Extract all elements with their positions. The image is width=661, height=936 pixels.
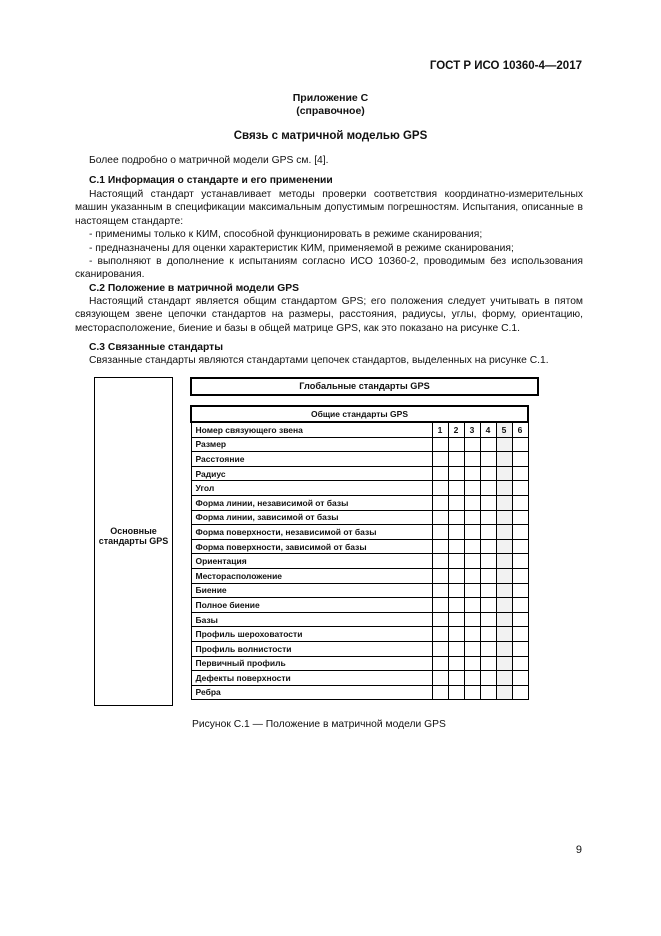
matrix-cell (464, 495, 480, 510)
matrix-row (191, 525, 528, 540)
matrix-cell (480, 671, 496, 686)
matrix-row-label: Угол (191, 481, 432, 496)
matrix-cell (480, 656, 496, 671)
matrix-row (191, 554, 528, 569)
matrix-cell (448, 685, 464, 700)
link-number-highlighted: 5 (496, 422, 512, 437)
matrix-cell (512, 685, 528, 700)
matrix-row (191, 671, 528, 686)
matrix-cell (448, 641, 464, 656)
matrix-row (191, 583, 528, 598)
fundamental-standards-box (94, 377, 173, 706)
matrix-cell (448, 554, 464, 569)
matrix-row (191, 466, 528, 481)
matrix-cell (432, 495, 448, 510)
matrix-row (191, 510, 528, 525)
matrix-cell (464, 510, 480, 525)
matrix-cell (448, 510, 464, 525)
matrix-cell (464, 568, 480, 583)
matrix-cell (464, 685, 480, 700)
figure-caption: Рисунок С.1 — Положение в матричной модели GPS (192, 719, 446, 730)
matrix-row-label: Форма поверхности, зависимой от базы (191, 539, 432, 554)
matrix-cell-highlighted (496, 656, 512, 671)
matrix-cell (480, 641, 496, 656)
intro-paragraph: Более подробно о матричной модели GPS см. [4]. (89, 155, 329, 166)
matrix-cell (448, 598, 464, 613)
c3-paragraph: Связанные стандарты являются стандартами цепочек стандартов, выделенных на рисунке С.1. (89, 355, 549, 366)
matrix-row (191, 452, 528, 467)
matrix-cell (512, 656, 528, 671)
matrix-cell (480, 510, 496, 525)
matrix-row (191, 481, 528, 496)
matrix-cell (512, 568, 528, 583)
matrix-cell-highlighted (496, 568, 512, 583)
matrix-cell (448, 525, 464, 540)
matrix-cell-highlighted (496, 510, 512, 525)
matrix-cell (448, 539, 464, 554)
document-header: ГОСТ Р ИСО 10360-4—2017 (429, 60, 582, 72)
matrix-row-label: Форма линии, независимой от базы (191, 495, 432, 510)
c1-item: - выполняют в дополнение к испытаниям согласно ИСО 10360-2, проводимым без использования сканирования. (75, 256, 583, 281)
matrix-row-label: Полное биение (191, 598, 432, 613)
matrix-row (191, 612, 528, 627)
matrix-cell (512, 641, 528, 656)
matrix-cell (480, 452, 496, 467)
matrix-cell (432, 583, 448, 598)
matrix-cell (480, 481, 496, 496)
matrix-cell-highlighted (496, 685, 512, 700)
matrix-row (191, 685, 528, 700)
matrix-row-label: Первичный профиль (191, 656, 432, 671)
matrix-cell (432, 481, 448, 496)
matrix-cell-highlighted (496, 481, 512, 496)
matrix-cell (512, 466, 528, 481)
page-number: 9 (575, 844, 582, 856)
matrix-cell (480, 554, 496, 569)
matrix-cell (448, 452, 464, 467)
matrix-cell (512, 554, 528, 569)
matrix-cell-highlighted (496, 525, 512, 540)
matrix-cell (464, 437, 480, 452)
c1-text: Настоящий стандарт устанавливает методы проверки соответствия координатно-измерительных машин указанным в спецификации максимальным допустимым погрешностям. Испытания, описанные в настоящем стандарте: (75, 189, 583, 227)
link-number: 6 (512, 422, 528, 437)
matrix-cell (464, 598, 480, 613)
matrix-row (191, 641, 528, 656)
matrix-cell (464, 583, 480, 598)
c2-paragraph: Настоящий стандарт является общим стандартом GPS; его положения следует учитывать в пятом связующем звене цепочки стандартов на размеры, расстояния, радиусы, углы, форму, ориентацию, месторасположение, биение и базы в общей матрице GPS, как это показано на рисунке С.1. (75, 296, 583, 334)
matrix-cell (448, 481, 464, 496)
matrix-cell (464, 627, 480, 642)
matrix-row-label: Базы (191, 612, 432, 627)
matrix-cell (512, 627, 528, 642)
c1-heading: С.1 Информация о стандарте и его применении (89, 175, 333, 186)
matrix-cell (512, 539, 528, 554)
link-number: 4 (480, 422, 496, 437)
matrix-cell (480, 598, 496, 613)
matrix-cell (432, 612, 448, 627)
matrix-row (191, 568, 528, 583)
link-number-row (191, 422, 528, 437)
matrix-row (191, 437, 528, 452)
matrix-cell (480, 495, 496, 510)
matrix-cell (512, 481, 528, 496)
matrix-cell (432, 685, 448, 700)
matrix-cell (480, 437, 496, 452)
matrix-row-label: Ориентация (191, 554, 432, 569)
matrix-cell-highlighted (496, 437, 512, 452)
matrix-row-label: Форма поверхности, независимой от базы (191, 525, 432, 540)
matrix-cell (432, 510, 448, 525)
matrix-row-label: Профиль шероховатости (191, 627, 432, 642)
c3-heading: С.3 Связанные стандарты (89, 342, 224, 353)
matrix-cell (432, 656, 448, 671)
matrix-cell (432, 641, 448, 656)
matrix-row (191, 656, 528, 671)
matrix-cell (448, 568, 464, 583)
matrix-cell (512, 510, 528, 525)
matrix-cell-highlighted (496, 495, 512, 510)
matrix-cell (464, 656, 480, 671)
appendix-type: (справочное) (296, 105, 365, 117)
matrix-cell (512, 612, 528, 627)
matrix-cell-highlighted (496, 452, 512, 467)
matrix-cell (448, 612, 464, 627)
matrix-cell (448, 495, 464, 510)
matrix-cell (432, 525, 448, 540)
matrix-cell (512, 525, 528, 540)
gps-matrix-table (190, 405, 529, 700)
matrix-row-label: Размер (191, 437, 432, 452)
matrix-cell (448, 437, 464, 452)
matrix-cell (432, 554, 448, 569)
matrix-cell-highlighted (496, 554, 512, 569)
matrix-cell-highlighted (496, 466, 512, 481)
matrix-cell-highlighted (496, 539, 512, 554)
matrix-cell (480, 525, 496, 540)
link-number: 2 (448, 422, 464, 437)
matrix-row-label: Биение (191, 583, 432, 598)
matrix-cell (512, 437, 528, 452)
matrix-cell (464, 671, 480, 686)
matrix-cell (432, 539, 448, 554)
matrix-cell (432, 671, 448, 686)
matrix-cell (432, 466, 448, 481)
matrix-cell (480, 583, 496, 598)
matrix-cell (512, 598, 528, 613)
matrix-cell (464, 641, 480, 656)
c1-item: - применимы только к КИМ, способной функционировать в режиме сканирования; (89, 229, 483, 241)
c1-paragraph (75, 188, 583, 282)
matrix-row-label: Форма линии, зависимой от базы (191, 510, 432, 525)
matrix-cell (464, 525, 480, 540)
matrix-cell (464, 466, 480, 481)
matrix-cell (464, 452, 480, 467)
matrix-cell (432, 452, 448, 467)
matrix-row (191, 539, 528, 554)
c2-heading: С.2 Положение в матричной модели GPS (89, 283, 300, 294)
link-number: 1 (432, 422, 448, 437)
matrix-cell (432, 568, 448, 583)
matrix-row-label: Ребра (191, 685, 432, 700)
matrix-cell (480, 612, 496, 627)
matrix-cell (448, 466, 464, 481)
matrix-cell (448, 583, 464, 598)
matrix-row (191, 598, 528, 613)
matrix-cell (480, 466, 496, 481)
appendix-label: Приложение С (292, 92, 369, 104)
matrix-row-label: Профиль волнистости (191, 641, 432, 656)
matrix-cell-highlighted (496, 612, 512, 627)
matrix-row-label: Месторасположение (191, 568, 432, 583)
matrix-cell (464, 554, 480, 569)
matrix-cell (512, 452, 528, 467)
matrix-cell (448, 656, 464, 671)
matrix-cell (512, 671, 528, 686)
matrix-cell (512, 583, 528, 598)
matrix-cell-highlighted (496, 598, 512, 613)
matrix-row-label: Дефекты поверхности (191, 671, 432, 686)
matrix-row (191, 495, 528, 510)
matrix-cell (464, 612, 480, 627)
global-standards-box: Глобальные стандарты GPS (190, 377, 539, 396)
matrix-cell-highlighted (496, 671, 512, 686)
general-standards-header: Общие стандарты GPS (191, 406, 528, 422)
matrix-cell-highlighted (496, 641, 512, 656)
matrix-cell (480, 539, 496, 554)
link-number-header: Номер связующего звена (191, 422, 432, 437)
matrix-row-label: Радиус (191, 466, 432, 481)
matrix-cell-highlighted (496, 627, 512, 642)
matrix-cell (448, 627, 464, 642)
section-title: Связь с матричной моделью GPS (233, 130, 428, 142)
link-number: 3 (464, 422, 480, 437)
matrix-cell (432, 627, 448, 642)
matrix-cell (480, 685, 496, 700)
matrix-cell (432, 598, 448, 613)
appendix-title (0, 92, 661, 118)
matrix-row (191, 627, 528, 642)
matrix-cell (448, 671, 464, 686)
matrix-cell (432, 437, 448, 452)
matrix-cell (464, 539, 480, 554)
fundamental-standards-label: Основные стандарты GPS (98, 526, 169, 546)
matrix-cell (480, 627, 496, 642)
matrix-cell (512, 495, 528, 510)
matrix-cell (480, 568, 496, 583)
general-standards-header-row (191, 406, 528, 422)
c1-item: - предназначены для оценки характеристик КИМ, применяемой в режиме сканирования; (89, 242, 514, 254)
matrix-cell-highlighted (496, 583, 512, 598)
matrix-cell (464, 481, 480, 496)
matrix-row-label: Расстояние (191, 452, 432, 467)
